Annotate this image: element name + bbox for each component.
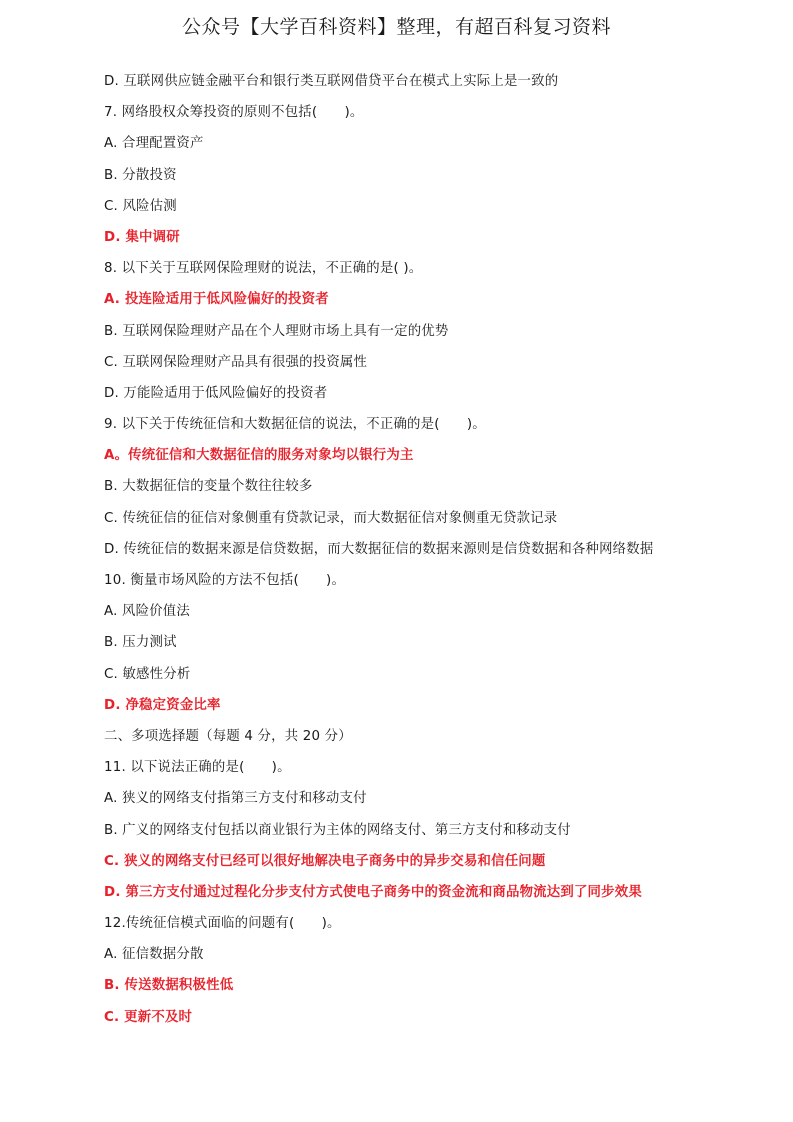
answer-line: D. 净稳定资金比率 — [104, 697, 221, 713]
text-line: 10. 衡量市场风险的方法不包括( )。 — [104, 573, 346, 588]
answer-line: A. 投连险适用于低风险偏好的投资者 — [104, 292, 329, 308]
text-line: 12.传统征信模式面临的问题有( )。 — [104, 916, 341, 932]
page-header-title: 公众号【大学百科资料】整理，有超百科复习资料 — [181, 16, 611, 38]
text-line: B. 压力测试 — [104, 635, 177, 651]
answer-line: B. 传送数据积极性低 — [104, 978, 234, 994]
text-line: C. 互联网保险理财产品具有很强的投资属性 — [104, 354, 368, 370]
text-line: 二、多项选择题（每题 4 分，共 20 分） — [104, 728, 352, 744]
text-line: A. 风险价值法 — [104, 604, 190, 620]
text-line: C. 传统征信的征信对象侧重有贷款记录，而大数据征信对象侧重无贷款记录 — [104, 510, 558, 526]
text-line: D. 万能险适用于低风险偏好的投资者 — [104, 385, 328, 401]
text-line: B. 分散投资 — [104, 167, 177, 183]
answer-line: C. 狭义的网络支付已经可以很好地解决电子商务中的异步交易和信任问题 — [104, 853, 546, 869]
text-line: A. 狭义的网络支付指第三方支付和移动支付 — [104, 791, 367, 807]
text-line: A. 合理配置资产 — [104, 136, 204, 152]
document-body — [104, 66, 744, 1033]
answer-line: D. 集中调研 — [104, 229, 180, 245]
text-line: B. 大数据征信的变量个数往往较多 — [104, 479, 313, 495]
answer-line: C. 更新不及时 — [104, 1009, 193, 1025]
text-line: B. 互联网保险理财产品在个人理财市场上具有一定的优势 — [104, 323, 449, 339]
text-line: 8. 以下关于互联网保险理财的说法，不正确的是( )。 — [104, 261, 423, 277]
text-line: B. 广义的网络支付包括以商业银行为主体的网络支付、第三方支付和移动支付 — [104, 822, 571, 838]
text-line: 7. 网络股权众筹投资的原则不包括( )。 — [104, 105, 364, 121]
text-line: C. 敏感性分析 — [104, 666, 191, 682]
text-line: A. 征信数据分散 — [104, 947, 204, 963]
answer-line: D. 第三方支付通过过程化分步支付方式使电子商务中的资金流和商品物流达到了同步效果 — [104, 884, 642, 900]
text-line: 9. 以下关于传统征信和大数据征信的说法，不正确的是( )。 — [104, 417, 486, 433]
answer-line: A。传统征信和大数据征信的服务对象均以银行为主 — [104, 448, 414, 464]
text-line: C. 风险估测 — [104, 198, 177, 214]
text-line: D. 互联网供应链金融平台和银行类互联网借贷平台在模式上实际上是一致的 — [104, 74, 559, 89]
text-line: 11. 以下说法正确的是( )。 — [104, 760, 291, 776]
text-line: D. 传统征信的数据来源是信贷数据，而大数据征信的数据来源则是信贷数据和各种网络数据 — [104, 541, 654, 557]
